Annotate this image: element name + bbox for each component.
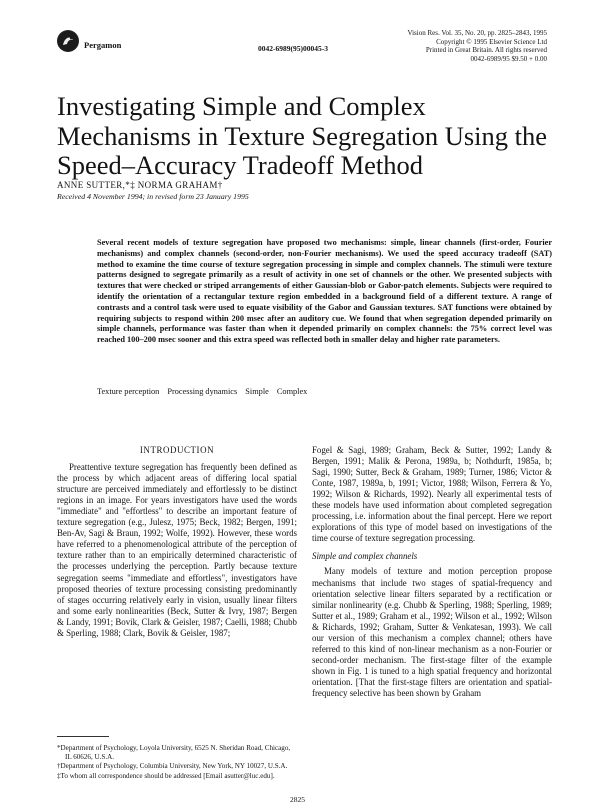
received-dates: Received 4 November 1994; in revised form 23 January 1995: [57, 192, 249, 201]
keyword: Complex: [276, 387, 308, 396]
abstract: Several recent models of texture segregation have proposed two mechanisms: simple, linear channels (first-order, Fourier mechanisms) and complex channels (second-order, non-Fourier mechanisms). We used the speed accuracy tradeoff (SAT) method to examine the time course of texture segregation processing in simple and complex channels. The stimuli were texture patterns designed to segregate primarily as a result of activity in one set of channels or the other. We presented subjects with textures that were checked or striped arrangements of either Gaussian-blob or Gabor-patch elements. Subjects were required to identify the orientation of a rectangular texture region embedded in a background field of a different texture. A range of contrasts and a control task were used to equate visibility of the Gabor and Gaussian textures. SAT functions were obtained by requiring subjects to respond within 200 msec after an auditory cue. We found that when segregation depended primarily on simple channels, performance was faster than when it depended primarily on complex channels: the 75% correct level was reached 100–200 msec sooner and this extra speed was reflected both in smaller delay and higher rate parameters.: [97, 238, 552, 345]
left-column: [57, 445, 297, 639]
journal-meta-line: Printed in Great Britain. All rights reserved: [425, 46, 547, 54]
footnote: *Department of Psychology, Loyola University, 6525 N. Sheridan Road, Chicago, IL 60626, U.S.A.: [57, 744, 291, 762]
section-heading: INTRODUCTION: [139, 445, 215, 455]
journal-meta-line: 0042-6989/95 $9.50 + 0.00: [470, 54, 547, 63]
pergamon-logo-icon: [57, 30, 79, 52]
journal-meta-line: Copyright © 1995 Elsevier Science Ltd: [436, 37, 547, 46]
footnote: ‡To whom all correspondence should be addressed [Email asutter@luc.edu].: [57, 771, 275, 780]
right-column: [312, 445, 552, 699]
doi: 0042-6989(95)00045-3: [258, 44, 328, 53]
paper-title: Investigating Simple and Complex Mechanisms in Texture Segregation Using the Speed–Accuracy Tradeoff Method: [57, 91, 548, 180]
body-paragraph: Many models of texture and motion perception propose mechanisms that include two stages of spatial-frequency and orientation selective linear filters separated by a rectification or similar nonlinearity (e.g. Chubb & Sperling, 1988; Sperling, 1989; Sutter et al., 1989; Graham et al., 1992; Wilson et al., 1992; Wilson & Richards, 1992; Graham, Sutter & Venkatesan, 1993). We call our version of this mechanism a complex channel; others have referred to this kind of non-linear mechanism as a non-Fourier or second-order mechanism. The first-stage filter of the example shown in Fig. 1 is tuned to a high spatial frequency and horizontal orientation. [That the first-stage filters are orientation and spatial-frequency selective has been shown by Graham: [312, 566, 552, 698]
keyword: Simple: [245, 387, 269, 396]
keyword: Processing dynamics: [167, 387, 238, 396]
page-number: 2825: [290, 795, 305, 804]
journal-meta-line: Vision Res. Vol. 35, No. 20, pp. 2825–2843, 1995: [407, 29, 547, 37]
authors: ANNE SUTTER,*‡ NORMA GRAHAM†: [57, 180, 223, 190]
journal-meta: [407, 29, 547, 63]
footnotes: [57, 744, 297, 781]
body-paragraph: Preattentive texture segregation has frequently been defined as the process by which adjacent areas of differing local spatial structure are perceived immediately and effortlessly to be distinct regions in an image. For years investigators have used the words "immediate" and "effortless" to describe an important feature of texture segregation (e.g., Julesz, 1975; Beck, 1982; Bergen, 1991; Ben-Av, Sagi & Braun, 1992; Wolfe, 1992). However, these words have referred to a phenomenological attribute of the perception of texture rather than to an empirically determined characteristic of the processes underlying the perception. Partly because texture segregation seems "immediate and effortless", investigators have proposed theories of texture processing consisting predominantly of stages occurring relatively early in vision, usually linear filters and some early nonlinearities (Beck, Sutter & Ivry, 1987; Bergen & Landy, 1991; Bovik, Clark & Geisler, 1987; Caelli, 1988; Chubb & Sperling, 1988; Clark, Bovik & Geisler, 1987;: [57, 462, 297, 638]
keyword: Texture perception: [97, 387, 160, 396]
subsection-heading: Simple and complex channels: [312, 551, 418, 562]
footnote: †Department of Psychology, Columbia University, New York, NY 10027, U.S.A.: [57, 762, 288, 771]
body-paragraph: Fogel & Sagi, 1989; Graham, Beck & Sutter, 1992; Landy & Bergen, 1991; Malik & Perona, 1989a, b; Nothdurft, 1985a, b; Sagi, 1990; Sutter, Beck & Graham, 1989; Turner, 1986; Victor & Conte, 1987, 1989a, b, 1991; Victor, 1988; Wilson, Ferrera & Yo, 1992; Wilson & Richards, 1992). Nearly all experimental tests of these models have used information about completed segregation processing, i.e. information about the final percept. Here we report explorations of this type of model based on investigations of the time course of texture segregation processing.: [312, 445, 552, 544]
publisher-name: Pergamon: [84, 40, 122, 50]
keywords: [97, 387, 313, 396]
footnote-divider: [57, 736, 109, 737]
